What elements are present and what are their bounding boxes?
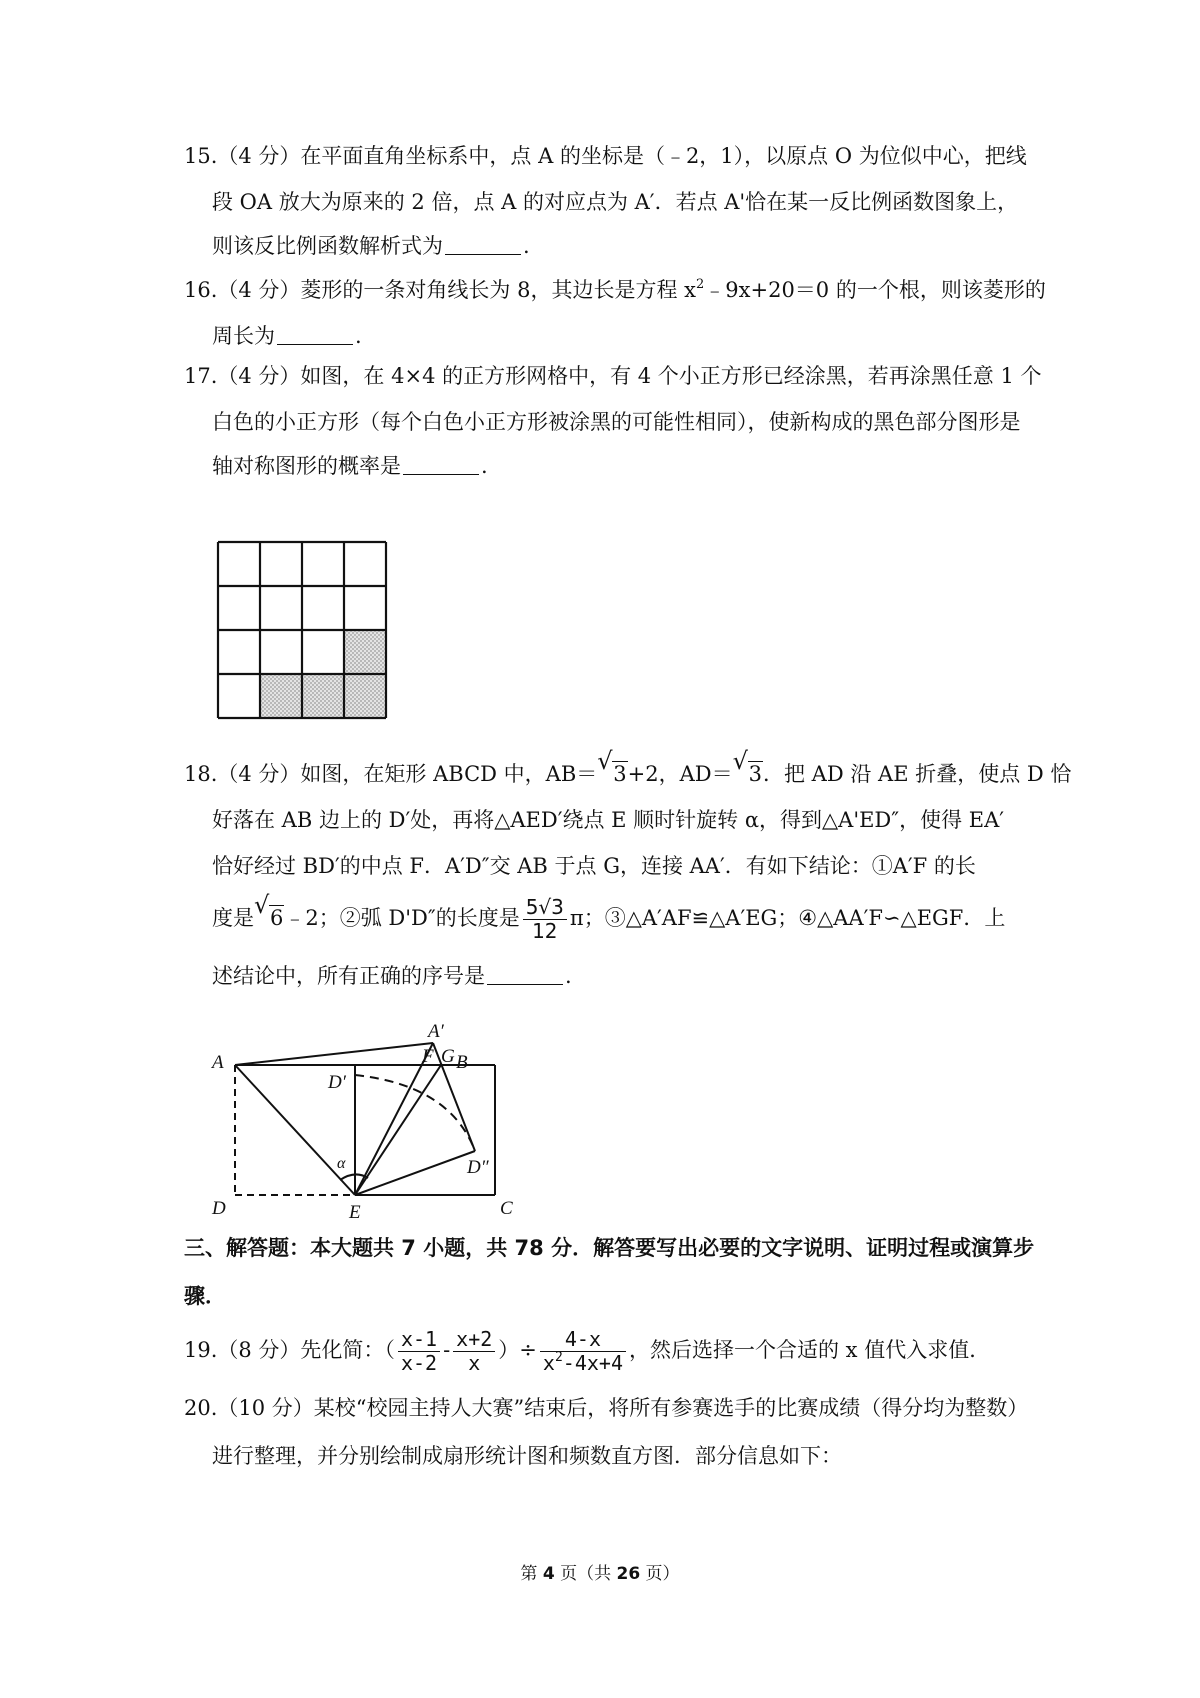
den-exponent: 2 bbox=[554, 1350, 563, 1365]
label-b: B bbox=[456, 1052, 468, 1073]
answer-blank bbox=[403, 454, 479, 475]
q18-text-b: +2，AD＝ bbox=[627, 762, 733, 786]
den-rest: -4x+4 bbox=[562, 1351, 623, 1375]
section-heading: 三、解答题：本大题共 7 小题，共 78 分．解答要写出必要的文字说明、证明过程或演算步 bbox=[184, 1236, 1035, 1260]
q19-suffix: ，然后选择一个合适的 x 值代入求值． bbox=[629, 1338, 991, 1362]
q16-text-b: ﹣9x+20＝0 的一个根，则该菱形的 bbox=[704, 278, 1046, 302]
q18-line2: 好落在 AB 边上的 D′处，再将△AED′绕点 E 顺时针旋转 α，得到△A'ED″，使得 EA′ bbox=[212, 808, 1005, 832]
grid-figure bbox=[216, 540, 402, 730]
q18-text-c: π；③△A′AF≌△A′EG；④△AA′F∽△EGF．上 bbox=[569, 906, 1006, 930]
sqrt-6 bbox=[254, 894, 284, 942]
page-footer bbox=[0, 1559, 1200, 1584]
fraction-3 bbox=[540, 1328, 626, 1375]
label-g: G bbox=[441, 1046, 455, 1067]
q19-line bbox=[184, 1322, 990, 1378]
fraction-denominator: x-2 bbox=[400, 1351, 438, 1375]
label-a-prime: A′ bbox=[428, 1021, 444, 1042]
label-d-double-prime: D″ bbox=[467, 1157, 489, 1178]
answer-blank bbox=[487, 964, 563, 985]
q15-line3-text: 则该反比例函数解析式为 bbox=[212, 234, 443, 258]
answer-blank bbox=[277, 324, 353, 345]
label-c: C bbox=[500, 1198, 513, 1219]
label-e: E bbox=[349, 1202, 361, 1222]
q18-line5: 述结论中，所有正确的序号是 . bbox=[212, 964, 572, 988]
sqrt-3 bbox=[733, 750, 763, 798]
radicand: 6 bbox=[270, 906, 284, 930]
label-f: F bbox=[422, 1046, 434, 1067]
answer-blank bbox=[445, 234, 521, 255]
q18-text-a: 度是 bbox=[212, 906, 254, 930]
fraction-numerator: 4-x bbox=[540, 1328, 626, 1352]
q18-text-a: 18.（4 分）如图，在矩形 ABCD 中，AB＝ bbox=[184, 762, 598, 786]
q17-line3-text: 轴对称图形的概率是 bbox=[212, 454, 401, 478]
sqrt-3 bbox=[597, 750, 627, 798]
q16-line2: 周长为 . bbox=[212, 324, 362, 348]
shaded-cell bbox=[260, 674, 302, 718]
q15-line2: 段 OA 放大为原来的 2 倍，点 A 的对应点为 A′．若点 A'恰在某一反比例函数图象上， bbox=[212, 190, 1019, 214]
den-x: x bbox=[542, 1351, 555, 1375]
q16-exponent: 2 bbox=[696, 277, 705, 292]
q16-text-a: 16.（4 分）菱形的一条对角线长为 8，其边长是方程 x bbox=[184, 278, 696, 302]
q17-line3: 轴对称图形的概率是 . bbox=[212, 454, 488, 478]
minus-sign: - bbox=[443, 1338, 451, 1362]
q16-line1 bbox=[184, 266, 1046, 314]
q15-line3: 则该反比例函数解析式为 . bbox=[212, 234, 530, 258]
page-number: 4 bbox=[542, 1564, 555, 1584]
q16-line2-text: 周长为 bbox=[212, 324, 275, 348]
fraction-numerator: x+2 bbox=[453, 1328, 495, 1352]
q18-text-b: ﹣2；②弧 D'D″的长度是 bbox=[284, 906, 520, 930]
q18-line4 bbox=[212, 894, 1005, 943]
q17-line2: 白色的小正方形（每个白色小正方形被涂黑的可能性相同），使新构成的黑色部分图形是 bbox=[212, 410, 1021, 434]
footer-text: 页（共 bbox=[554, 1564, 617, 1584]
q19-prefix: 19.（8 分）先化简：（ bbox=[184, 1338, 395, 1362]
q17-line1: 17.（4 分）如图，在 4×4 的正方形网格中，有 4 个小正方形已经涂黑，若再涂黑任意 1 个 bbox=[184, 364, 1042, 388]
section-heading-cont: 骤． bbox=[184, 1284, 226, 1308]
q18-line3: 恰好经过 BD′的中点 F．A′D″交 AB 于点 G，连接 AA′．有如下结论：①A′F 的长 bbox=[212, 854, 976, 878]
label-a: A bbox=[212, 1052, 224, 1073]
shaded-cell bbox=[344, 630, 386, 674]
footer-text: 页） bbox=[640, 1564, 680, 1584]
fraction-denominator: x bbox=[468, 1351, 481, 1375]
fraction-numerator: 5√3 bbox=[523, 896, 567, 920]
q18-line1 bbox=[184, 750, 1071, 798]
q15-line1: 15.（4 分）在平面直角坐标系中，点 A 的坐标是（﹣2，1），以原点 O 为位似中心，把线 bbox=[184, 144, 1027, 168]
radicand: 3 bbox=[748, 762, 762, 786]
fraction-1 bbox=[398, 1328, 440, 1375]
q20-line1: 20.（10 分）某校“校园主持人大赛”结束后，将所有参赛选手的比赛成绩（得分均为整数） bbox=[184, 1396, 1029, 1420]
page-total: 26 bbox=[616, 1564, 641, 1584]
arc-length-fraction bbox=[523, 896, 567, 943]
label-d-prime: D′ bbox=[328, 1072, 346, 1093]
radicand: 3 bbox=[613, 762, 627, 786]
fraction-denominator bbox=[540, 1352, 626, 1375]
q19-divide: ）÷ bbox=[498, 1338, 537, 1362]
shaded-cell bbox=[302, 674, 344, 718]
geometry-figure bbox=[210, 1010, 520, 1222]
fraction-denominator: 12 bbox=[532, 919, 558, 943]
footer-text: 第 bbox=[520, 1564, 543, 1584]
q20-line2: 进行整理，并分别绘制成扇形统计图和频数直方图．部分信息如下： bbox=[212, 1444, 842, 1468]
label-alpha: α bbox=[337, 1155, 346, 1172]
fraction-numerator: x-1 bbox=[398, 1328, 440, 1352]
q18-text-c: ．把 AD 沿 AE 折叠，使点 D 恰 bbox=[763, 762, 1072, 786]
shaded-cell bbox=[344, 674, 386, 718]
q18-line5-text: 述结论中，所有正确的序号是 bbox=[212, 964, 485, 988]
label-d: D bbox=[212, 1198, 226, 1219]
fraction-2 bbox=[453, 1328, 495, 1375]
